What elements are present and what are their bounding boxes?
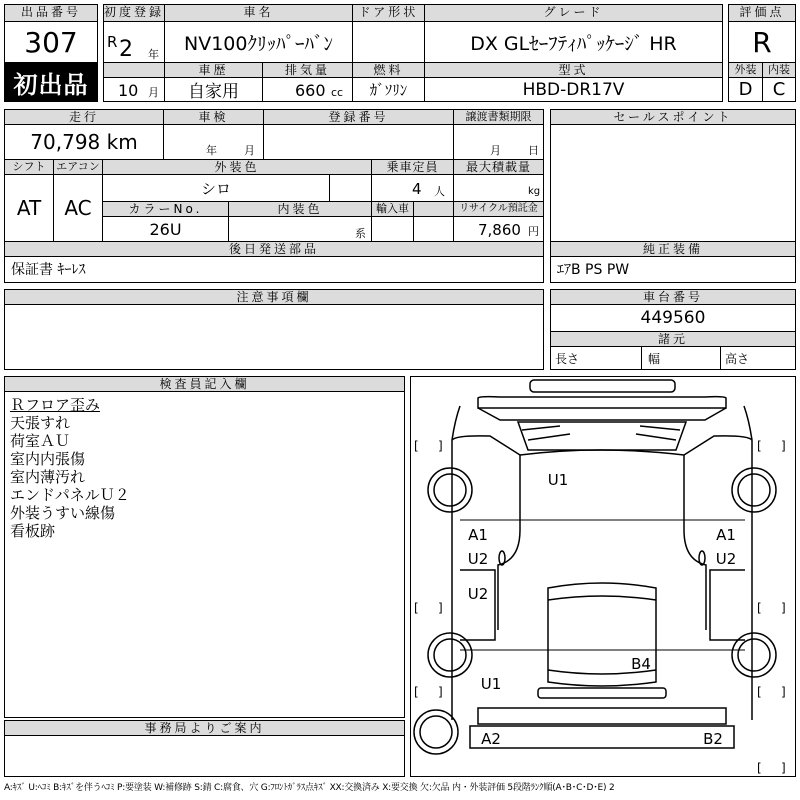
color-number: 26U — [102, 216, 229, 242]
capacity: 4 — [412, 180, 422, 198]
svg-text:[: [ — [414, 601, 419, 615]
mileage-header: 走行 — [4, 109, 164, 125]
damage-codes — [468, 471, 737, 748]
era: R — [107, 33, 118, 51]
inspector-remark: 天張すれ — [10, 414, 71, 432]
legend: A:ｷｽﾞ U:ﾍｺﾐ B:ｷｽﾞを伴うﾍｺﾐ P:要塗装 W:補修跡 S:錆 C:腐食、穴 G:ﾌﾛﾝﾄｶﾞﾗｽ点ｷｽﾞ XX:交換済み X:要交換 欠:欠品 内・外装評価 5段階ﾗﾝｸ順(A･B･C･D･E) 2 — [4, 783, 615, 793]
door-header: ドア形状 — [352, 4, 425, 22]
damage-code: U2 — [467, 585, 489, 603]
inspection-month-unit: 月 — [244, 144, 255, 157]
transfer-month-unit: 月 — [490, 144, 501, 157]
caution-header: 注意事項欄 — [4, 289, 544, 305]
svg-text:[: [ — [757, 761, 762, 775]
inspector-remark: 室内内張傷 — [10, 450, 86, 468]
mileage: 70,798 km — [4, 124, 164, 160]
inspector-remark: 外装うすい線傷 — [10, 504, 116, 522]
color-number-header: カラーNo. — [102, 201, 229, 217]
registration-year: 2 — [119, 37, 133, 62]
capacity-header: 乗車定員 — [371, 159, 454, 175]
kg-unit: kg — [528, 186, 541, 197]
first-registration-header: 初度登録 — [103, 4, 165, 22]
svg-text:]: ] — [781, 685, 786, 699]
inspector-remark: 看板跡 — [10, 522, 56, 540]
displacement-header: 排気量 — [262, 62, 353, 78]
history: 自家用 — [164, 77, 263, 102]
svg-text:]: ] — [781, 601, 786, 615]
svg-text:[: [ — [414, 439, 419, 453]
svg-text:]: ] — [781, 439, 786, 453]
office-notice-header: 事務局よりご案内 — [4, 720, 405, 736]
damage-code: U2 — [715, 550, 737, 568]
lot-number-header: 出品番号 — [4, 4, 98, 22]
svg-text:[: [ — [414, 685, 419, 699]
interior-score-header: 内装 — [762, 62, 796, 78]
svg-text:]: ] — [438, 601, 443, 615]
svg-text:]: ] — [438, 439, 443, 453]
exterior-color-header: 外装色 — [102, 159, 372, 175]
exterior-color: シロ — [102, 174, 330, 202]
inspector-remark: 荷室ＡＵ — [10, 432, 71, 450]
exterior-score: D — [728, 77, 763, 102]
aircon-header: エアコン — [53, 159, 103, 175]
height-label: 高さ — [725, 352, 750, 366]
later-parts: 保証書 ｷｰﾚｽ — [11, 262, 86, 278]
damage-code: U1 — [547, 471, 569, 489]
score-header: 評価点 — [728, 4, 796, 22]
first-listing-badge: 初出品 — [4, 62, 98, 102]
svg-text:]: ] — [781, 761, 786, 775]
model-code: HBD-DR17V — [424, 77, 723, 102]
damage-code: B2 — [703, 730, 723, 748]
overall-score: R — [728, 21, 796, 63]
later-parts-header: 後日発送部品 — [4, 241, 544, 257]
inspector-remark: 室内薄汚れ — [10, 468, 86, 486]
wheel-icons — [414, 468, 776, 754]
import-header: 輸入車 — [371, 201, 414, 217]
chassis-number-header: 車台番号 — [550, 289, 796, 305]
damage-code: B4 — [631, 655, 651, 673]
transfer-deadline-header: 譲渡書類期限 — [453, 109, 544, 125]
lot-number: 307 — [4, 21, 98, 63]
equipment: ｴｱB PS PW — [557, 262, 630, 278]
month-unit: 月 — [148, 86, 159, 99]
transfer-day-unit: 日 — [528, 144, 539, 157]
model-header: 型式 — [424, 62, 723, 78]
inspector-remark: エンドパネルＵ２ — [10, 486, 130, 504]
dimensions-header: 諸元 — [550, 331, 796, 347]
recycle-fee: 7,860 — [478, 221, 521, 239]
grade-header: グレード — [424, 4, 723, 22]
max-load-header: 最大積載量 — [453, 159, 544, 175]
damage-code: A1 — [468, 526, 488, 544]
inspection-year-unit: 年 — [206, 144, 217, 157]
registration-month: 10 — [118, 81, 139, 100]
fuel: ｶﾞｿﾘﾝ — [352, 77, 425, 102]
car-name-header: 車名 — [164, 4, 353, 22]
car-name: NV100ｸﾘｯﾊﾟｰﾊﾞﾝ — [164, 21, 353, 63]
interior-color-header: 内装色 — [228, 201, 372, 217]
yen-unit: 円 — [528, 225, 539, 238]
inspector-header: 検査員記入欄 — [4, 376, 405, 392]
fuel-header: 燃料 — [352, 62, 425, 78]
registration-number-header: 登録番号 — [263, 109, 454, 125]
history-header: 車歴 — [164, 62, 263, 78]
aircon: AC — [53, 174, 103, 242]
chassis-number: 449560 — [550, 304, 796, 332]
displacement: 660 — [295, 81, 326, 100]
length-label: 長さ — [555, 352, 580, 366]
shift-header: シフト — [4, 159, 54, 175]
damage-code: U2 — [467, 550, 489, 568]
svg-text:[: [ — [757, 601, 762, 615]
person-unit: 人 — [434, 185, 445, 198]
sales-point-header: セールスポイント — [550, 109, 796, 125]
svg-text:[: [ — [757, 685, 762, 699]
inspection-header: 車検 — [163, 109, 264, 125]
exterior-score-header: 外装 — [728, 62, 763, 78]
width-label: 幅 — [648, 352, 661, 366]
year-unit: 年 — [148, 48, 159, 61]
shift: AT — [4, 174, 54, 242]
svg-text:]: ] — [438, 685, 443, 699]
interior-color-unit: 系 — [355, 227, 366, 240]
damage-code: A1 — [716, 526, 736, 544]
cc-unit: cc — [331, 86, 344, 99]
interior-score: C — [762, 77, 796, 102]
svg-text:[: [ — [757, 439, 762, 453]
equipment-header: 純正装備 — [550, 241, 796, 257]
damage-code: A2 — [481, 730, 501, 748]
inspector-remark: Ｒフロア歪み — [10, 396, 101, 414]
damage-code: U1 — [480, 675, 502, 693]
recycle-fee-header: リサイクル預託金 — [453, 201, 544, 217]
grade: DX GLｾｰﾌﾃｨﾊﾟｯｹｰｼﾞ HR — [424, 21, 723, 63]
